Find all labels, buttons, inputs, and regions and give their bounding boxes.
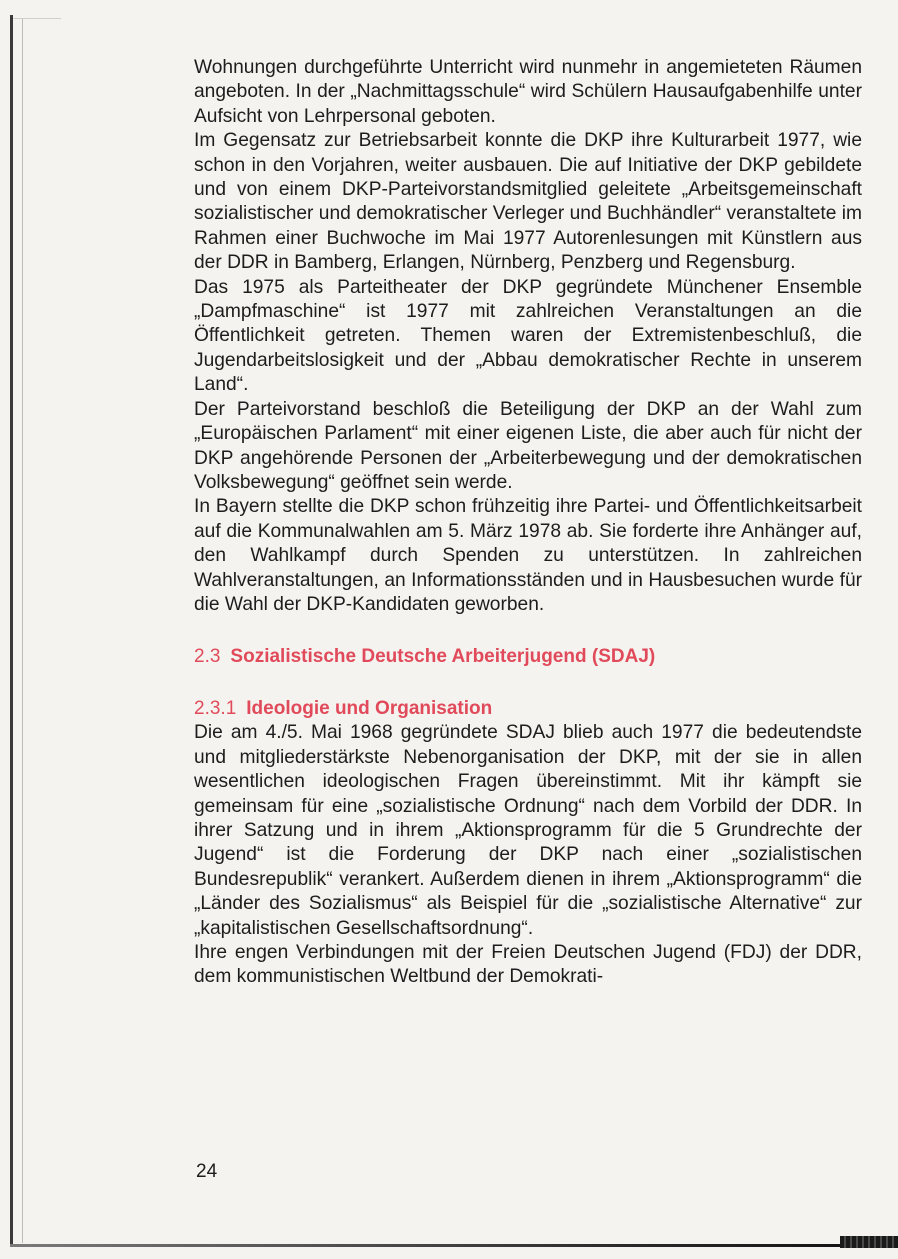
page-number: 24 [196,1161,218,1182]
page-body [194,56,862,990]
section-title: Sozialistische Deutsche Arbeiterjugend [230,646,587,668]
paragraph-housework-help: Wohnungen durchgeführte Unterricht wird nunmehr in angemieteten Räumen angeboten. In der „Nachmittagsschule“ wird Schülern Hausaufgabenhilfe unter Aufsicht von Lehrpersonal geboten. [194,57,862,127]
subsection-title: Ideologie und Organisation [246,698,493,720]
page-edge-shadow [10,15,13,1247]
paragraph-european-election: Der Parteivorstand beschloß die Beteiligung der DKP an der Wahl zum „Europäischen Parlament“ mit einer eigenen Liste, die aber auch für nicht der DKP angehörende Personen der „Arbeiterbewegung und der demokratischen Volksbewegung“ geöffnet sein werde. [194,398,862,493]
subsection-heading-ideology [194,697,862,721]
subsection-number: 2.3.1 [194,698,237,720]
section-heading-sdaj [194,645,862,669]
top-margin-mark [13,18,61,19]
section-abbreviation: (SDAJ) [591,646,656,668]
paragraph-culture-work: Im Gegensatz zur Betriebsarbeit konnte die DKP ihre Kulturarbeit 1977, wie schon in den Vorjahren, weiter ausbauen. Die auf Initiative der DKP gebildete und von einem DKP-Parteivorstandsmitglied geleitete „Arbeitsgemeinschaft sozialistischer und demokratischer Verleger und Buchhändler“ veranstaltete im Rahmen einer Buchwoche im Mai 1977 Autorenlesungen mit Künstlern aus der DDR in Bamberg, Erlangen, Nürnberg, Penzberg und Regensburg. [194,130,862,274]
paragraph-sdaj-founding: Die am 4./5. Mai 1968 gegründete SDAJ blieb auch 1977 die bedeutendste und mitgliederstärkste Nebenorganisation der DKP, mit der sie in allen wesentlichen ideologischen Fragen übereinstimmt. Mit ihr kämpft sie gemeinsam für eine „sozialistische Ordnung“ nach dem Vorbild der DDR. In ihrer Satzung und in ihrem „Aktionsprogramm für die 5 Grundrechte der Jugend“ ist die Forderung der DKP nach einer „sozialistischen Bundesrepublik“ verankert. Außerdem dienen in ihrem „Aktionsprogramm“ die „Länder des Sozialismus“ als Beispiel für die „sozialistische Alternative“ zur „kapitalistischen Gesellschaftsordnung“. [194,722,862,939]
paragraph-municipal-election: In Bayern stellte die DKP schon frühzeitig ihre Partei- und Öffentlichkeitsarbeit auf die Kommunalwahlen am 5. März 1978 ab. Sie forderte ihre Anhänger auf, den Wahlkampf durch Spenden zu unterstützen. In zahlreichen Wahlveranstaltungen, an Informationsständen und in Hausbesuchen wurde für die Wahl der DKP-Kandidaten geworben. [194,496,862,615]
paragraph-theater-ensemble: Das 1975 als Parteitheater der DKP gegründete Münchener Ensemble „Dampfmaschine“ ist 1977 mit zahlreichen Veranstaltungen an die Öffentlichkeit getreten. Themen waren der Extremistenbeschluß, die Jugendarbeitslosigkeit und der „Abbau demokratischer Rechte in unserem Land“. [194,276,862,396]
page-fold-line [22,18,23,1243]
scan-edge-artifact [840,1236,898,1248]
paragraph-fdj-connections: Ihre engen Verbindungen mit der Freien Deutschen Jugend (FDJ) der DDR, dem kommunistischen Weltbund der Demokrati- [194,942,862,988]
page-bottom-edge [10,1244,880,1247]
section-number: 2.3 [194,646,221,668]
